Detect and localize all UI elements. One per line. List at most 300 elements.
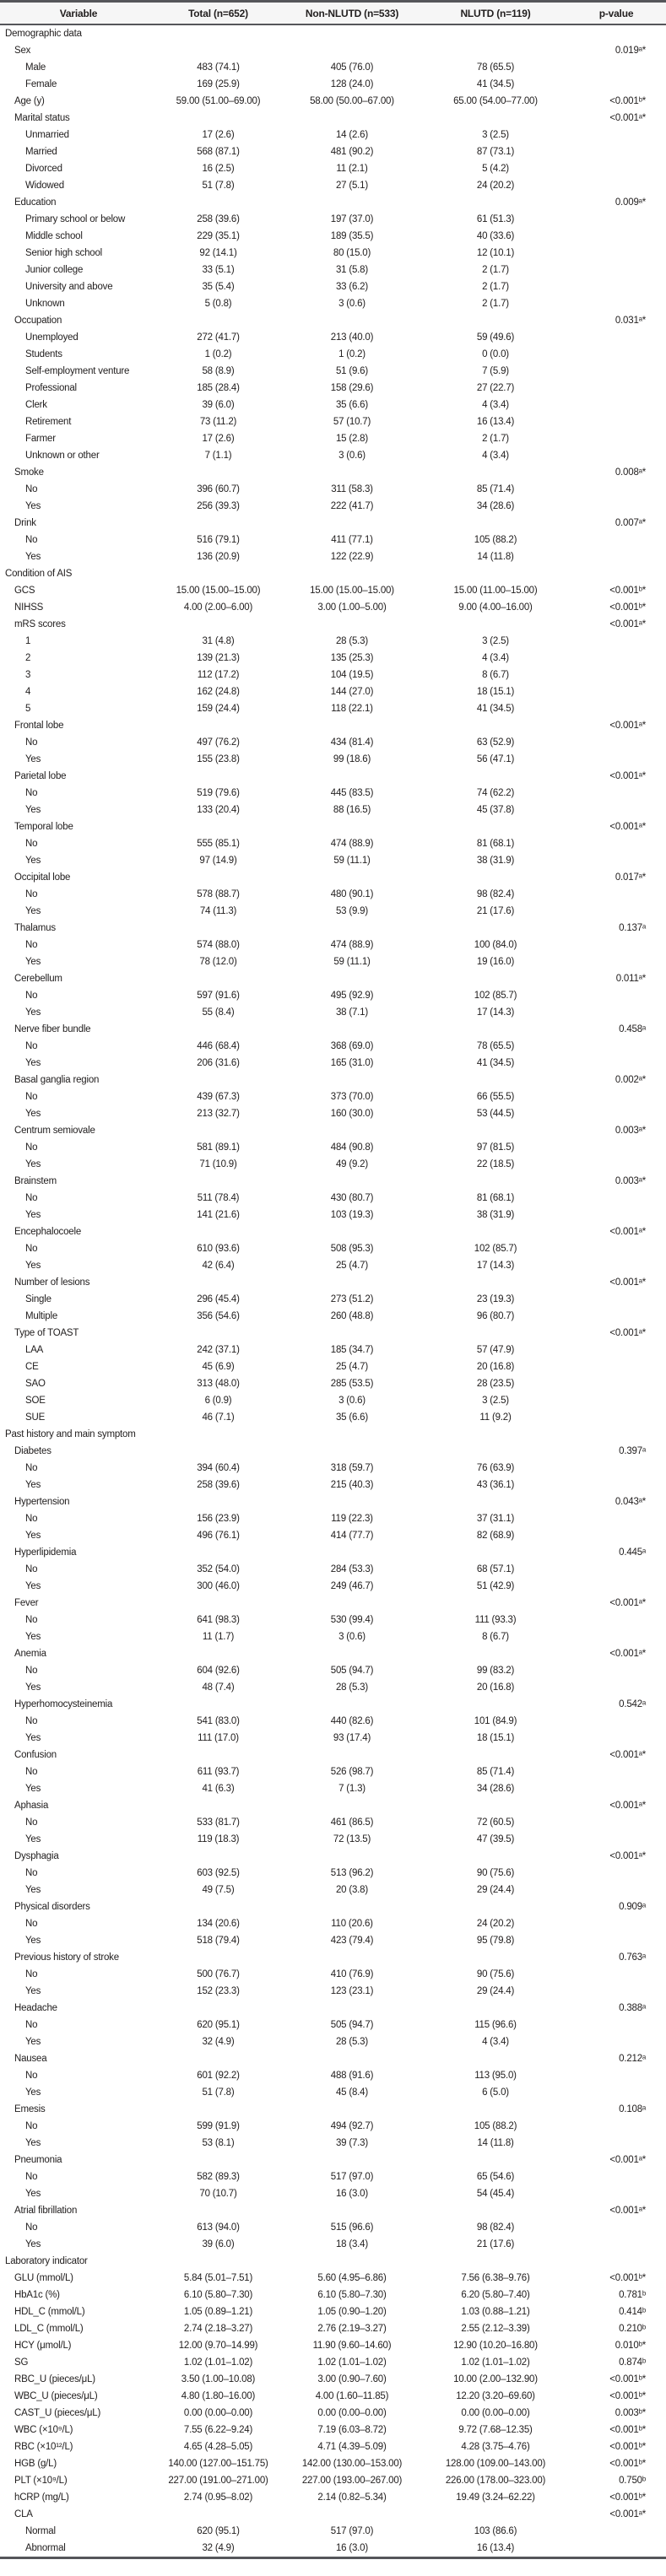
variable-cell: Yes [25, 1682, 41, 1693]
non-nlutd-cell: 284 (53.3) [330, 1564, 374, 1574]
variable-cell: Smoke [14, 467, 44, 478]
p-value-cell [566, 1088, 666, 1105]
table-row [0, 1561, 666, 1578]
variable-cell: Brainstem [14, 1176, 57, 1186]
nlutd-cell: 2 (1.7) [482, 299, 509, 309]
non-nlutd-cell: 285 (53.5) [330, 1379, 374, 1389]
variable-cell: RBC (×10¹²/L) [14, 2442, 73, 2452]
variable-cell: WBC_U (pieces/μL) [14, 2391, 98, 2401]
nlutd-cell: 95 (79.8) [476, 1936, 515, 1946]
nlutd-cell: 9.72 (7.68–12.35) [458, 2425, 533, 2435]
table-row [0, 2438, 666, 2455]
nlutd-cell: 4 (3.4) [482, 400, 509, 410]
variable-cell: Students [25, 349, 62, 359]
total-cell: 5 (0.8) [204, 299, 232, 309]
table-row [0, 464, 666, 481]
p-value-cell [566, 1190, 666, 1207]
total-cell: 51 (7.8) [202, 181, 235, 191]
total-cell [157, 1426, 279, 1443]
total-cell: 112 (17.2) [197, 670, 240, 680]
nlutd-cell: 103 (86.6) [474, 2526, 517, 2536]
nlutd-cell: 100 (84.0) [474, 940, 517, 950]
p-value-cell: <0.001ᵇ* [609, 2425, 646, 2435]
p-value-cell [566, 177, 666, 194]
table-row [0, 1409, 666, 1426]
non-nlutd-cell: 373 (70.0) [330, 1092, 374, 1102]
total-cell: 611 (93.7) [197, 1767, 240, 1777]
variable-cell: Farmer [25, 434, 56, 444]
nlutd-cell [425, 110, 566, 127]
variable-cell: SG [14, 2357, 29, 2368]
table-row [0, 633, 666, 650]
nlutd-cell: 20 (16.8) [476, 1682, 515, 1693]
p-value-cell [566, 937, 666, 953]
nlutd-cell [425, 42, 566, 59]
table-row [0, 2000, 666, 2017]
nlutd-cell: 18 (15.1) [476, 687, 515, 697]
nlutd-cell: 2 (1.7) [482, 282, 509, 292]
nlutd-cell: 97 (81.5) [476, 1142, 515, 1153]
variable-cell: Centrum semiovale [14, 1126, 95, 1136]
non-nlutd-cell [279, 1848, 425, 1865]
non-nlutd-cell: 80 (15.0) [333, 248, 371, 258]
non-nlutd-cell: 28 (5.3) [335, 2037, 369, 2047]
total-cell: 59.00 (51.00–69.00) [176, 96, 261, 106]
variable-cell: 1 [25, 636, 31, 646]
table-row [0, 1645, 666, 1662]
nlutd-cell: 40 (33.6) [476, 231, 515, 241]
p-value-cell [566, 2219, 666, 2236]
nlutd-cell: 0.00 (0.00–0.00) [461, 2408, 530, 2418]
table-row [0, 920, 666, 937]
variable-cell: SUE [25, 1412, 46, 1423]
table-row [0, 1325, 666, 1342]
variable-cell: Clerk [25, 400, 47, 410]
nlutd-cell: 105 (88.2) [474, 2121, 517, 2131]
variable-cell: Thalamus [14, 923, 56, 933]
total-cell: 496 (76.1) [197, 1531, 240, 1541]
nlutd-cell: 38 (31.9) [476, 856, 515, 866]
non-nlutd-cell: 215 (40.3) [330, 1480, 374, 1490]
p-value-cell [566, 1831, 666, 1848]
nlutd-cell: 105 (88.2) [474, 535, 517, 545]
variable-cell: No [25, 535, 38, 545]
p-value-cell [566, 1308, 666, 1325]
non-nlutd-cell [279, 2506, 425, 2523]
total-cell: 152 (23.3) [197, 1986, 240, 1996]
total-cell: 258 (39.6) [197, 1480, 240, 1490]
total-cell [157, 1072, 279, 1088]
nlutd-cell: 22 (18.5) [476, 1159, 515, 1169]
nlutd-cell: 19 (16.0) [476, 957, 515, 967]
p-value-cell: 0.031ᵃ* [615, 316, 646, 326]
variable-cell: HDL_C (mmol/L) [14, 2307, 85, 2317]
table-row [0, 295, 666, 312]
total-cell: 1 (0.2) [204, 349, 232, 359]
variable-cell: Unknown or other [25, 451, 100, 461]
non-nlutd-cell [279, 616, 425, 633]
variable-cell: Middle school [25, 231, 83, 241]
p-value-cell [566, 1628, 666, 1645]
variable-cell: No [25, 1666, 38, 1676]
total-cell: 0.00 (0.00–0.00) [183, 2408, 253, 2418]
total-cell: 15.00 (15.00–15.00) [176, 586, 261, 596]
non-nlutd-cell: 53 (9.9) [335, 906, 369, 916]
table-row [0, 1747, 666, 1763]
non-nlutd-cell: 11 (2.1) [336, 164, 368, 174]
non-nlutd-cell [279, 1426, 425, 1443]
total-cell: 155 (23.8) [197, 754, 240, 764]
total-cell: 578 (88.7) [197, 889, 240, 899]
table-body [0, 24, 666, 2558]
non-nlutd-cell: 38 (7.1) [335, 1007, 369, 1018]
table-row [0, 380, 666, 397]
table-row [0, 2101, 666, 2118]
non-nlutd-cell: 57 (10.7) [333, 417, 371, 427]
total-cell: 45 (6.9) [202, 1362, 235, 1372]
table-row [0, 1628, 666, 1645]
variable-cell: Self-employment venture [25, 366, 130, 376]
non-nlutd-cell [279, 42, 425, 59]
variable-cell: Nausea [14, 2054, 47, 2064]
variable-cell: 3 [25, 670, 31, 680]
p-value-cell [566, 1662, 666, 1679]
p-value-cell [566, 262, 666, 278]
non-nlutd-cell [279, 24, 425, 42]
total-cell: 49 (7.5) [202, 1885, 235, 1895]
non-nlutd-cell: 7.19 (6.03–8.72) [317, 2425, 387, 2435]
table-row [0, 1443, 666, 1460]
non-nlutd-cell: 93 (17.4) [333, 1733, 371, 1743]
nlutd-cell: 27 (22.7) [476, 383, 515, 393]
variable-cell: 5 [25, 704, 31, 714]
column-header-variable: Variable [0, 2, 157, 25]
p-value-cell: <0.001ᵇ* [609, 586, 646, 596]
table-row [0, 2422, 666, 2438]
nlutd-cell [425, 2506, 566, 2523]
p-value-cell [566, 852, 666, 869]
p-value-cell: 0.019ᵃ* [615, 46, 646, 56]
non-nlutd-cell: 88 (16.5) [333, 805, 371, 815]
non-nlutd-cell [279, 2152, 425, 2168]
table-row [0, 1544, 666, 1561]
non-nlutd-cell: 461 (86.5) [330, 1817, 374, 1828]
nlutd-cell: 43 (36.1) [476, 1480, 515, 1490]
p-value-cell [566, 2253, 666, 2270]
variable-cell: SOE [25, 1396, 46, 1406]
non-nlutd-cell: 494 (92.7) [330, 2121, 374, 2131]
p-value-cell [566, 683, 666, 700]
total-cell: 136 (20.9) [197, 552, 240, 562]
p-value-cell: <0.001ᵃ* [609, 1598, 646, 1608]
non-nlutd-cell: 311 (58.3) [331, 484, 373, 494]
table-row [0, 852, 666, 869]
table-row [0, 1375, 666, 1392]
nlutd-cell: 17 (14.3) [476, 1261, 515, 1271]
nlutd-cell: 34 (28.6) [476, 501, 515, 511]
nlutd-cell: 20 (16.8) [476, 1362, 515, 1372]
nlutd-cell: 4 (3.4) [482, 2037, 509, 2047]
variable-cell: Married [25, 147, 57, 157]
p-value-cell: 0.108ᵃ [619, 2104, 646, 2114]
table-row [0, 1983, 666, 2000]
variable-cell: Fever [14, 1598, 39, 1608]
table-row [0, 785, 666, 802]
total-cell: 3.50 (1.00–10.08) [181, 2374, 256, 2384]
non-nlutd-cell: 28 (5.3) [335, 1682, 369, 1693]
nlutd-cell [425, 717, 566, 734]
nlutd-cell: 57 (47.9) [476, 1345, 515, 1355]
table-row [0, 768, 666, 785]
total-cell [157, 1747, 279, 1763]
nlutd-cell: 8 (6.7) [482, 670, 509, 680]
variable-cell: GCS [14, 586, 35, 596]
total-cell: 41 (6.3) [202, 1784, 235, 1794]
non-nlutd-cell [279, 1223, 425, 1240]
nlutd-cell [425, 1544, 566, 1561]
nlutd-cell: 3 (2.5) [482, 130, 509, 140]
total-cell: 597 (91.6) [197, 991, 240, 1001]
p-value-cell [566, 481, 666, 498]
nlutd-cell: 76 (63.9) [476, 1463, 515, 1473]
p-value-cell: 0.008ᵃ* [615, 467, 646, 478]
non-nlutd-cell: 488 (91.6) [330, 2071, 374, 2081]
variable-cell: No [25, 1817, 38, 1828]
variable-cell: Unknown [25, 299, 65, 309]
nlutd-cell: 72 (60.5) [476, 1817, 515, 1828]
p-value-cell [566, 532, 666, 548]
total-cell: 4.65 (4.28–5.05) [183, 2442, 253, 2452]
p-value-cell: <0.001ᵃ* [609, 721, 646, 731]
variable-cell: No [25, 1193, 38, 1203]
nlutd-cell: 17 (14.3) [476, 1007, 515, 1018]
section-row [0, 1426, 666, 1443]
variable-cell: Age (y) [14, 96, 45, 106]
nlutd-cell: 4 (3.4) [482, 653, 509, 663]
variable-cell: No [25, 1092, 38, 1102]
nlutd-cell: 3 (2.5) [482, 1396, 509, 1406]
non-nlutd-cell [279, 2050, 425, 2067]
variable-cell: Headache [14, 2003, 57, 2013]
table-row [0, 835, 666, 852]
variable-cell: Primary school or below [25, 214, 126, 224]
total-cell [157, 616, 279, 633]
variable-cell: Yes [25, 1733, 41, 1743]
non-nlutd-cell [279, 920, 425, 937]
variable-cell: CAST_U (pieces/μL) [14, 2408, 101, 2418]
total-cell: 620 (95.1) [197, 2526, 240, 2536]
table-row [0, 1915, 666, 1932]
variable-cell: Drink [14, 518, 36, 528]
total-cell [157, 920, 279, 937]
variable-cell: Senior high school [25, 248, 103, 258]
total-cell: 511 (78.4) [197, 1193, 240, 1203]
total-cell [157, 42, 279, 59]
p-value-cell [566, 2017, 666, 2033]
nlutd-cell: 99 (83.2) [476, 1666, 515, 1676]
table-row [0, 2354, 666, 2371]
table-row [0, 1274, 666, 1291]
non-nlutd-cell: 128 (24.0) [330, 79, 374, 89]
non-nlutd-cell: 2.14 (0.82–5.34) [317, 2492, 387, 2503]
table-row [0, 1612, 666, 1628]
non-nlutd-cell [279, 464, 425, 481]
p-value-cell [566, 1105, 666, 1122]
non-nlutd-cell: 213 (40.0) [330, 332, 374, 343]
p-value-cell: 0.007ᵃ* [615, 518, 646, 528]
table-row [0, 228, 666, 245]
non-nlutd-cell: 434 (81.4) [330, 737, 374, 748]
table-row [0, 667, 666, 683]
p-value-cell [566, 363, 666, 380]
column-header-total: Total (n=652) [157, 2, 279, 25]
p-value-cell: 0.397ᵃ [619, 1446, 646, 1456]
nlutd-cell: 45 (37.8) [476, 805, 515, 815]
variable-cell: Type of TOAST [14, 1328, 79, 1338]
p-value-cell [566, 278, 666, 295]
non-nlutd-cell [279, 970, 425, 987]
nlutd-cell: 34 (28.6) [476, 1784, 515, 1794]
nlutd-cell [425, 869, 566, 886]
total-cell: 4.80 (1.80–16.00) [181, 2391, 256, 2401]
variable-cell: 2 [25, 653, 31, 663]
total-cell: 46 (7.1) [202, 1412, 235, 1423]
variable-cell: No [25, 1716, 38, 1726]
non-nlutd-cell: 440 (82.6) [330, 1716, 374, 1726]
total-cell [157, 869, 279, 886]
p-value-cell: <0.001ᵃ* [609, 2509, 646, 2519]
non-nlutd-cell: 0.00 (0.00–0.00) [317, 2408, 387, 2418]
table-row [0, 329, 666, 346]
total-cell: 610 (93.6) [197, 1244, 240, 1254]
variable-cell: No [25, 1868, 38, 1878]
table-row [0, 1814, 666, 1831]
non-nlutd-cell: 430 (80.7) [330, 1193, 374, 1203]
p-value-cell [566, 1561, 666, 1578]
p-value-cell [566, 1358, 666, 1375]
p-value-cell [566, 143, 666, 160]
table-row [0, 1257, 666, 1274]
p-value-cell [566, 1882, 666, 1898]
table-row [0, 700, 666, 717]
table-row [0, 734, 666, 751]
p-value-cell [566, 329, 666, 346]
non-nlutd-cell: 33 (6.2) [335, 282, 369, 292]
total-cell [157, 24, 279, 42]
table-row [0, 2118, 666, 2135]
total-cell: 33 (5.1) [202, 265, 235, 275]
p-value-cell [566, 245, 666, 262]
table-row [0, 953, 666, 970]
p-value-cell: <0.001ᵃ* [609, 1328, 646, 1338]
nlutd-cell: 11 (9.2) [479, 1412, 512, 1423]
p-value-cell [566, 2135, 666, 2152]
table-row [0, 1072, 666, 1088]
table-row [0, 2067, 666, 2084]
nlutd-cell [425, 1426, 566, 1443]
non-nlutd-cell [279, 1122, 425, 1139]
total-cell [157, 312, 279, 329]
total-cell: 11 (1.7) [202, 1632, 235, 1642]
header-row [0, 2, 666, 25]
total-cell [157, 2101, 279, 2118]
non-nlutd-cell [279, 1747, 425, 1763]
total-cell: 603 (92.5) [197, 1868, 240, 1878]
variable-cell: No [25, 2121, 38, 2131]
non-nlutd-cell: 5.60 (4.95–6.86) [317, 2273, 387, 2283]
table-row [0, 818, 666, 835]
variable-cell: Yes [25, 1834, 41, 1844]
nlutd-cell [425, 1122, 566, 1139]
p-value-cell: <0.001ᵇ* [609, 2459, 646, 2469]
nlutd-cell: 18 (15.1) [476, 1733, 515, 1743]
variable-cell: Laboratory indicator [5, 2256, 88, 2266]
table-row [0, 1021, 666, 1038]
nlutd-cell: 16 (13.4) [476, 417, 515, 427]
p-value-cell: 0.874ᵇ [619, 2357, 646, 2368]
total-cell [157, 1949, 279, 1966]
total-cell [157, 1544, 279, 1561]
variable-cell: Single [25, 1294, 51, 1304]
variable-cell: Unmarried [25, 130, 69, 140]
nlutd-cell: 12 (10.1) [476, 248, 515, 258]
non-nlutd-cell: 122 (22.9) [330, 552, 374, 562]
non-nlutd-cell [279, 717, 425, 734]
total-cell [157, 2253, 279, 2270]
table-row [0, 2033, 666, 2050]
nlutd-cell: 0 (0.0) [482, 349, 509, 359]
table-row [0, 127, 666, 143]
nlutd-cell: 10.00 (2.00–132.90) [453, 2374, 538, 2384]
variable-cell: mRS scores [14, 619, 66, 629]
variable-cell: Divorced [25, 164, 62, 174]
nlutd-cell [425, 1949, 566, 1966]
variable-cell: PLT (×10⁹/L) [14, 2476, 68, 2486]
non-nlutd-cell: 495 (92.9) [330, 991, 374, 1001]
non-nlutd-cell: 474 (88.9) [330, 940, 374, 950]
variable-cell: HCY (μmol/L) [14, 2341, 72, 2351]
p-value-cell: 0.414ᵇ [619, 2307, 646, 2317]
table-row [0, 2320, 666, 2337]
table-row [0, 886, 666, 903]
column-header-nlutd: NLUTD (n=119) [425, 2, 566, 25]
p-value-cell [566, 1814, 666, 1831]
nlutd-cell [425, 1645, 566, 1662]
total-cell: 134 (20.6) [197, 1919, 240, 1929]
table-row [0, 1865, 666, 1882]
p-value-cell [566, 498, 666, 515]
non-nlutd-cell: 158 (29.6) [330, 383, 374, 393]
nlutd-cell: 102 (85.7) [474, 1244, 517, 1254]
non-nlutd-cell: 35 (6.6) [335, 400, 369, 410]
non-nlutd-cell [279, 194, 425, 211]
nlutd-cell: 7.56 (6.38–9.76) [461, 2273, 530, 2283]
non-nlutd-cell [279, 1595, 425, 1612]
table-row [0, 1173, 666, 1190]
p-value-cell: <0.001ᵇ* [609, 2492, 646, 2503]
p-value-cell: <0.001ᵇ* [609, 602, 646, 613]
total-cell: 256 (39.3) [197, 501, 240, 511]
variable-cell: Marital status [14, 113, 70, 123]
total-cell: 227.00 (191.00–271.00) [168, 2476, 268, 2486]
nlutd-cell: 9.00 (4.00–16.00) [458, 602, 533, 613]
total-cell: 2.74 (2.18–3.27) [183, 2324, 253, 2334]
p-value-cell: <0.001ᵃ* [609, 1750, 646, 1760]
variable-cell: Confusion [14, 1750, 57, 1760]
variable-cell: Previous history of stroke [14, 1952, 119, 1963]
variable-cell: Yes [25, 906, 41, 916]
variable-cell: Demographic data [5, 29, 82, 39]
